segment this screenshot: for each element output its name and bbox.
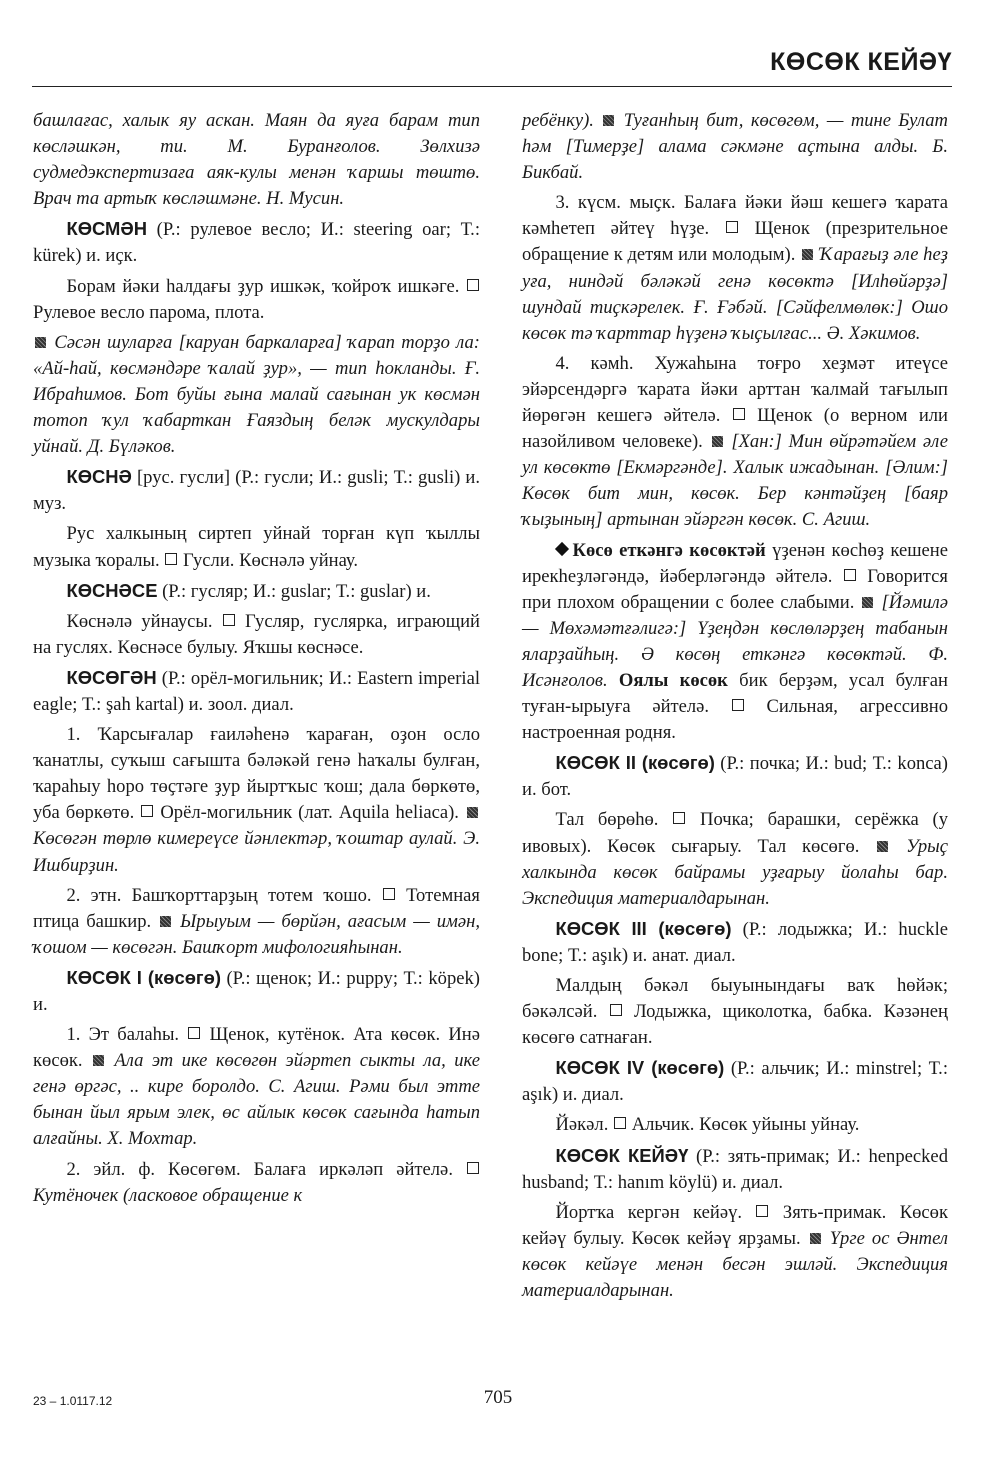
entry-kosman: КӨСМӘН (Р.: рулевое весло; И.: steering oar; Т.: kürek) и. иҫк.	[33, 218, 480, 267]
headword: КӨСӨК КЕЙӘҮ	[555, 1144, 689, 1166]
sense: 2. эйл. ф. Көсөгөм. Балаға иркәләп әйтелә. Кутёночек (ласковое обращение к	[33, 1157, 480, 1209]
definition: Йортҡа кергән кейәү. Зять-примак. Көсөк кейәү булыу. Көсөк кейәү ярҙамы. Үрге ос Әнтел көсөк кейәүе менән бесән эшләй. Экспедиция материалдарынан.	[522, 1201, 949, 1302]
entry-kosok-2: КӨСӨК II (көсөгө) (Р.: почка; И.: bud; Т.: konca) и. бот.	[522, 752, 948, 801]
headword: КӨСНӘСЕ	[66, 579, 158, 601]
running-head: КӨСӨК КЕЙӘҮ	[770, 48, 952, 76]
definition: Рус халкының сиртеп уйнай торған күп ҡыллы музыка ҡоралы. Гусли. Көснәлә уйнау.	[33, 523, 480, 571]
headword: КӨСӨК I (көсөгө)	[66, 966, 221, 988]
left-column	[33, 108, 480, 1213]
translation-marker-icon	[467, 279, 479, 291]
translation-marker-icon	[844, 569, 856, 581]
translation-marker-icon	[141, 805, 153, 817]
translation-marker-icon	[165, 553, 177, 565]
definition: Борам йәки һалдағы ҙур ишкәк, ҡойроҡ ишкәге. Рулевое весло парома, плота.	[33, 274, 480, 326]
example-marker-icon	[862, 597, 873, 608]
sense: 2. этн. Башҡорттарҙың тотем ҡошо. Тотемная птица башкир. Ырыуым — бөрйән, ағасым — имән, ҡошом — көсөгән. Башҡорт мифологияһынан.	[33, 884, 480, 958]
translation-marker-icon	[726, 221, 738, 233]
continued-entry-text: башлаға​с, халык яу аскан. Маян да яуға барам тип көсләшкән, ти. М. Буранғолов. Зөлхизә судмедэкспертизаға аяк-кулы менән ҡаршы төштө. Врач та артыҡ көсләшмәне. Н. Мусин.	[33, 110, 480, 210]
translation-marker-icon	[610, 1004, 622, 1016]
entry-kosna: КӨСНӘ [рус. гусли] (Р.: гусли; И.: gusli; Т.: gusli) и. муз.	[33, 466, 480, 515]
right-column	[522, 108, 948, 1308]
entry-kosogan: КӨСӨГӘН (Р.: орёл-могильник; И.: Eastern imperial eagle; Т.: şah kartal) и. зоол. диал.	[33, 666, 480, 715]
translation-marker-icon	[673, 812, 685, 824]
definition: Йәкәл. Альчик. Көсөк уйыны уйнау.	[555, 1114, 860, 1136]
example: Сәсән шуларға [каруан баркаларға] ҡарап торҙо ла: «Ай-һай, көсмәндәре ҡалай ҙур», — тип һокланды. Ғ. Ибраһимов. Бот буйы ғына малай сағынан ук көсмән тотоп ҡул ҡабарткан Ғаяздың беләк мускулдары уйнай. Д. Бүләков.	[33, 331, 480, 458]
definition: Көснәлә уйнаусы. Гусляр, гуслярка, играющий на гуслях. Көснәсе булыу. Яҡшы көснәсе.	[33, 610, 480, 658]
headword: КӨСӨК II (көсөгө)	[555, 752, 715, 774]
sense: 3. күсм. мыҫк. Балаға йәки йәш кешегә ҡарата кәмһетеп әйтеү һүҙе. Щенок (презрительное обращение к детям или молодым). Ҡарағыҙ әле һеҙ уға, ниндәй бәләкәй генә көсөктә [Илһөйәрҙә] шундай тиҫкәрелек. Ғ. Ғәбәй. [Сәйфелмөлөк:] Ошо көсөк тә ҡарттар һүҙенә ҡыҫылғас... Ә. Хәкимов.	[522, 192, 948, 344]
definition: Малдың бәкәл быуынындағы ваҡ һөйәк; бәкәлсәй. Лодыжка, щиколотка, бабка. Кәзәнең көсөгө сатнаған.	[522, 975, 948, 1049]
translation-marker-icon	[467, 1162, 479, 1174]
headword: КӨСӨК III (көсөгө)	[555, 917, 732, 939]
headword: КӨСӨГӘН	[66, 666, 157, 688]
sense: 1. Ҡарсығалар ғаиләһенә ҡараған, оҙон осло ҡанатлы, суҡыш сағышта бәләкәй генә һаҡалы булған, ҡараһыу һоро төҫтәге ҙур йыртҡыс ҡош; дала бөркөтө, уба бөркөтө. Орёл-могильник (лат. Aquila heliaca). Көсөгән төрлө кимереүсе йәнлектәр, ҡоштар аулай. Э. Ишбирҙин.	[33, 724, 480, 876]
page-number: 705	[483, 1387, 513, 1408]
translation-marker-icon	[733, 408, 745, 420]
example-marker-icon	[603, 115, 614, 126]
translation-marker-icon	[732, 699, 744, 711]
example-marker-icon	[810, 1233, 821, 1244]
phraseology: Көсө еткәнгә көсөктәй үҙенән көсһөҙ кешене ирекһеҙләгәндә, йәберләгәндә әйтелә. Говорится при плохом обращении с более слабыми. [Йәмилә — Мөхәмәтғәлигә:] Үҙеңдән көслөләрҙең табанын яларҙайһың. Ә көсөң еткәнгә көсөктәй. Ф. Исәнғолов. Оялы көсөк бик берҙәм, усал булған туған-ырыуға әйтелә. Сильная, агрессивно настроенная родня.	[522, 539, 948, 744]
footer-print-code: 23 – 1.0117.12	[33, 1394, 113, 1408]
example-marker-icon	[160, 916, 171, 927]
entry-kosok-4: КӨСӨК IV (көсөгө) (Р.: альчик; И.: minstrel; Т.: aşık) и. диал.	[522, 1057, 948, 1106]
sense: 4. кәмһ. Хужаһына тоғро хеҙмәт итеүсе эйәрсендәргә ҡарата йәки арттан ҡалмай тағылып йөрөгән кешегә әйтелә. Щенок (о верном или назойливом человеке). [Хан:] Мин өйрәтәйем әле ул көсөктө [Екмәргәнде]. Халык ижадынан. [Әлим:] Көсөк бит мин, көсөк. Бер кәнтәйҙең [баяр ҡыҙының] артынан эйәргән көсөк. С. Агиш.	[522, 352, 948, 531]
sense: 1. Эт балаһы. Щенок, кутёнок. Ата көсөк. Инә көсөк. Ала эт ике көсөгөн эйәртеп сыкты ла, ике генә өргәс, .. кире боролдо. С. Агиш. Рәми был этте бынан йыл ярым элек, өс айлык көсөк сағында һатып алғайны. Х. Мохтар.	[33, 1024, 480, 1150]
headword: КӨСМӘН	[66, 218, 147, 240]
example-marker-icon	[467, 807, 478, 818]
entry-kosnase: КӨСНӘСЕ (Р.: гусляр; И.: guslar; Т.: guslar) и.	[66, 579, 431, 602]
entry-kosok-keyau: КӨСӨК КЕЙӘҮ (Р.: зять-примак; И.: henpecked husband; Т.: hanım köylü) и. диал.	[522, 1144, 948, 1193]
example-marker-icon	[93, 1055, 104, 1066]
translation-marker-icon	[383, 888, 395, 900]
example-marker-icon	[35, 337, 46, 348]
phrase-diamond-icon	[555, 541, 569, 555]
definition: Тал бөрөһө. Почка; барашки, серёжка (у ивовых). Көсөк сығарыу. Тал көсөгө. Урыҫ халкында көсөк байрамы уҙғарыу йолаһы бар. Экспедиция материалдарынан.	[522, 809, 949, 909]
example-marker-icon	[802, 249, 813, 260]
translation-marker-icon	[223, 614, 235, 626]
translation-marker-icon	[188, 1027, 200, 1039]
example-marker-icon	[712, 436, 723, 447]
entry-kosok-1: КӨСӨК I (көсөгө) (Р.: щенок; И.: puppy; Т.: köpek) и.	[33, 966, 481, 1015]
translation-marker-icon	[756, 1205, 768, 1217]
entry-kosok-3: КӨСӨК III (көсөгө) (Р.: лодыжка; И.: huckle bone; Т.: aşık) и. анат. диал.	[522, 917, 948, 966]
headword: КӨСӨК IV (көсөгө)	[555, 1057, 725, 1079]
example-marker-icon	[877, 841, 888, 852]
header-rule	[32, 86, 952, 87]
translation-marker-icon	[614, 1117, 626, 1129]
continued-sense: ребёнку). Туғанһың бит, көсөгөм, — тине Булат һәм [Тимерҙе] алама сәкмәне аҫтына алды. Б. Бикбай.	[522, 110, 948, 184]
headword: КӨСНӘ	[66, 466, 132, 488]
